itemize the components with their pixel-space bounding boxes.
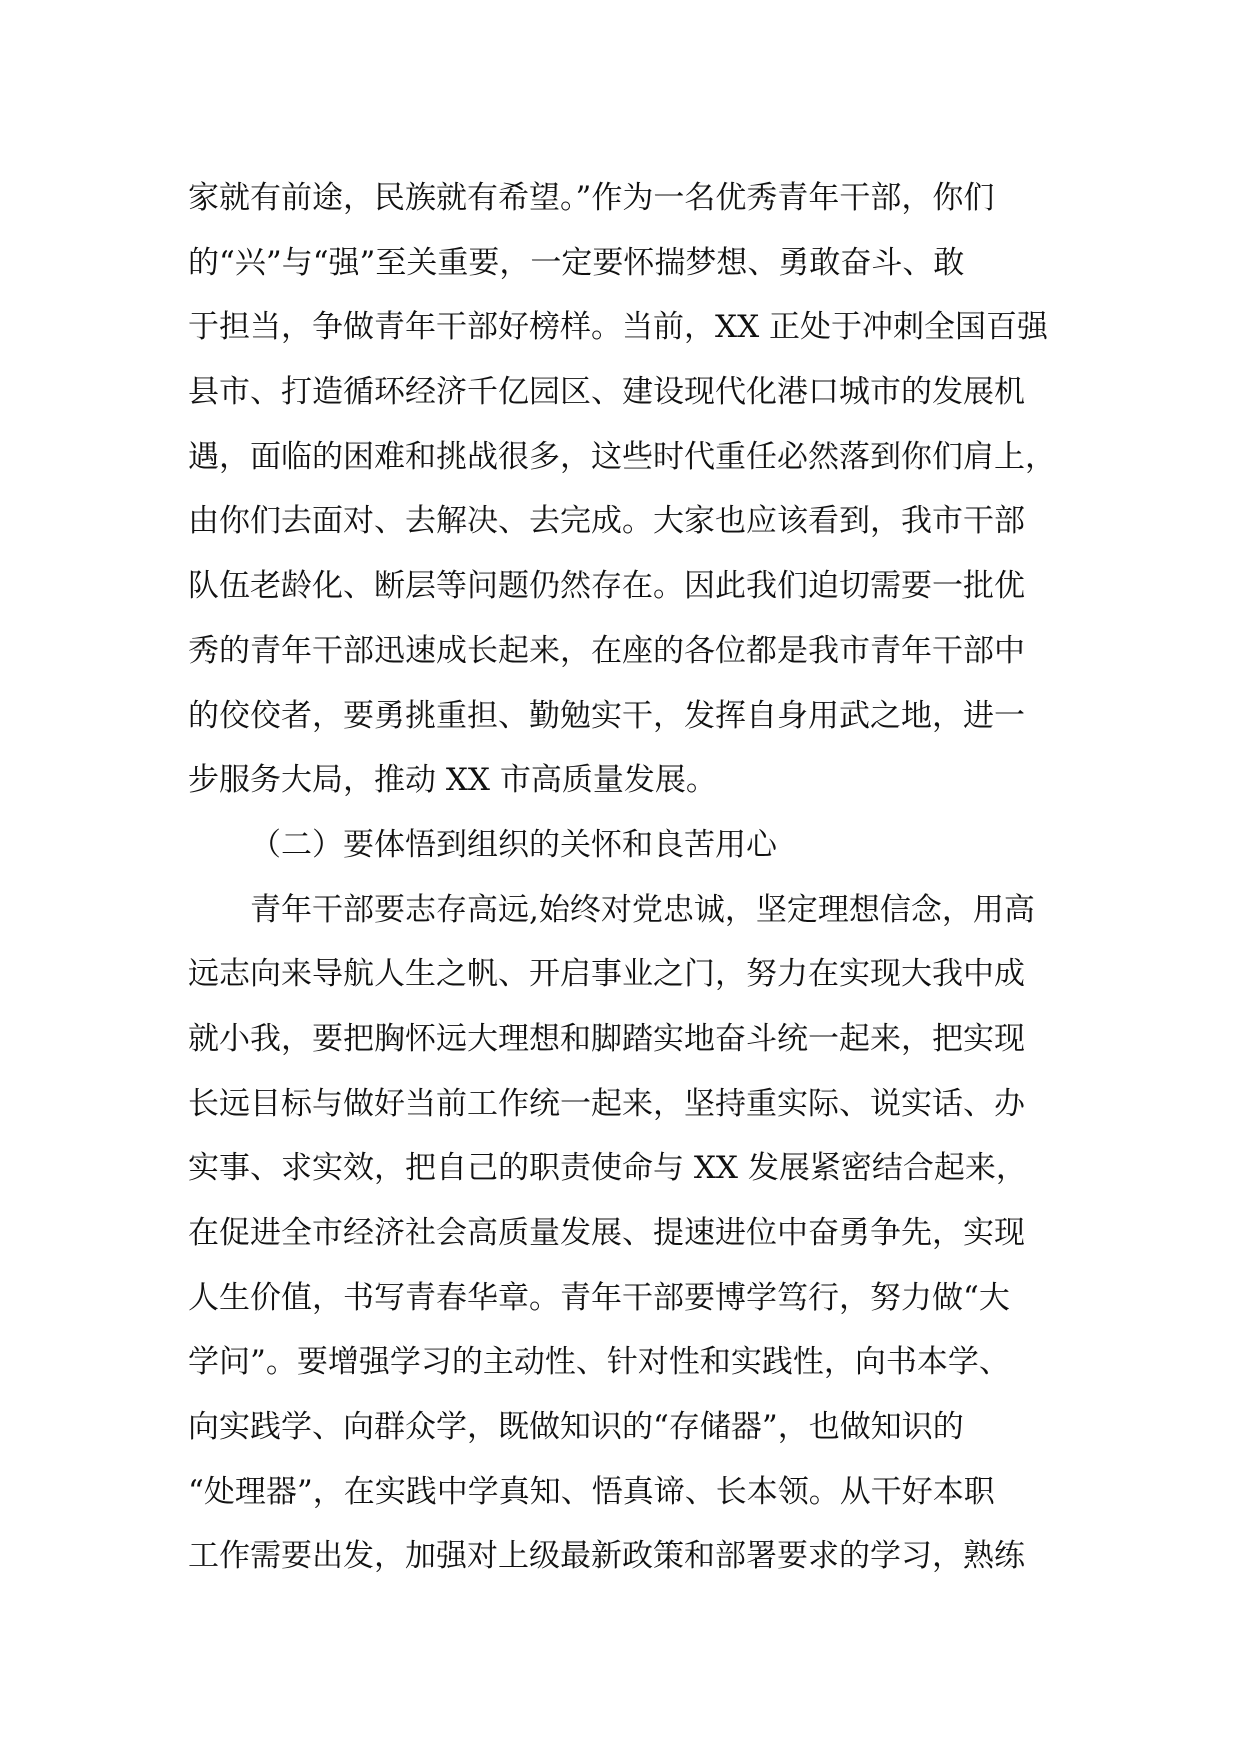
paragraph-first-line: 青年干部要志存高远,始终对党忠诚，坚定理想信念，用高	[250, 891, 1035, 928]
text-line: 人生价值，书写青春华章。青年干部要博学笃行，努力做“大	[188, 1279, 1010, 1316]
text-line: 由你们去面对、去解决、去完成。大家也应该看到，我市干部	[188, 503, 1025, 540]
text-line: 家就有前途，民族就有希望。”作为一名优秀青年干部，你们	[188, 180, 995, 216]
body-text	[188, 166, 1088, 1589]
text-line: 的佼佼者，要勇挑重担、勤勉实干，发挥自身用武之地，进一	[188, 697, 1025, 734]
text-line: 向实践学、向群众学，既做知识的“存储器”，也做知识的	[188, 1409, 964, 1446]
text-line: 秀的青年干部迅速成长起来，在座的各位都是我市青年干部中	[188, 632, 1025, 669]
text-line: 的“兴”与“强”至关重要，一定要怀揣梦想、勇敢奋斗、敢	[188, 244, 965, 281]
text-line: 于担当，争做青年干部好榜样。当前，XX 正处于冲刺全国百强	[188, 309, 1048, 346]
text-line: 遇，面临的困难和挑战很多，这些时代重任必然落到你们肩上，	[188, 438, 1056, 475]
text-line: 队伍老龄化、断层等问题仍然存在。因此我们迫切需要一批优	[188, 568, 1025, 605]
text-line: 在促进全市经济社会高质量发展、提速进位中奋勇争先，实现	[188, 1215, 1025, 1251]
text-line: 长远目标与做好当前工作统一起来，坚持重实际、说实话、办	[188, 1085, 1025, 1122]
text-line: 学问”。要增强学习的主动性、针对性和实践性，向书本学、	[188, 1344, 1010, 1381]
text-line: 实事、求实效，把自己的职责使命与 XX 发展紧密结合起来，	[188, 1150, 1027, 1187]
text-line: 就小我，要把胸怀远大理想和脚踏实地奋斗统一起来，把实现	[188, 1020, 1025, 1057]
text-line: “处理器”，在实践中学真知、悟真谛、长本领。从干好本职	[188, 1473, 995, 1510]
text-line: 工作需要出发，加强对上级最新政策和部署要求的学习，熟练	[188, 1538, 1025, 1575]
text-line: 县市、打造循环经济千亿园区、建设现代化港口城市的发展机	[188, 374, 1025, 411]
section-heading: （二）要体悟到组织的关怀和良苦用心	[250, 826, 777, 863]
text-line: 远志向来导航人生之帆、开启事业之门，努力在实现大我中成	[188, 956, 1025, 993]
text-line: 步服务大局，推动 XX 市高质量发展。	[188, 762, 717, 799]
